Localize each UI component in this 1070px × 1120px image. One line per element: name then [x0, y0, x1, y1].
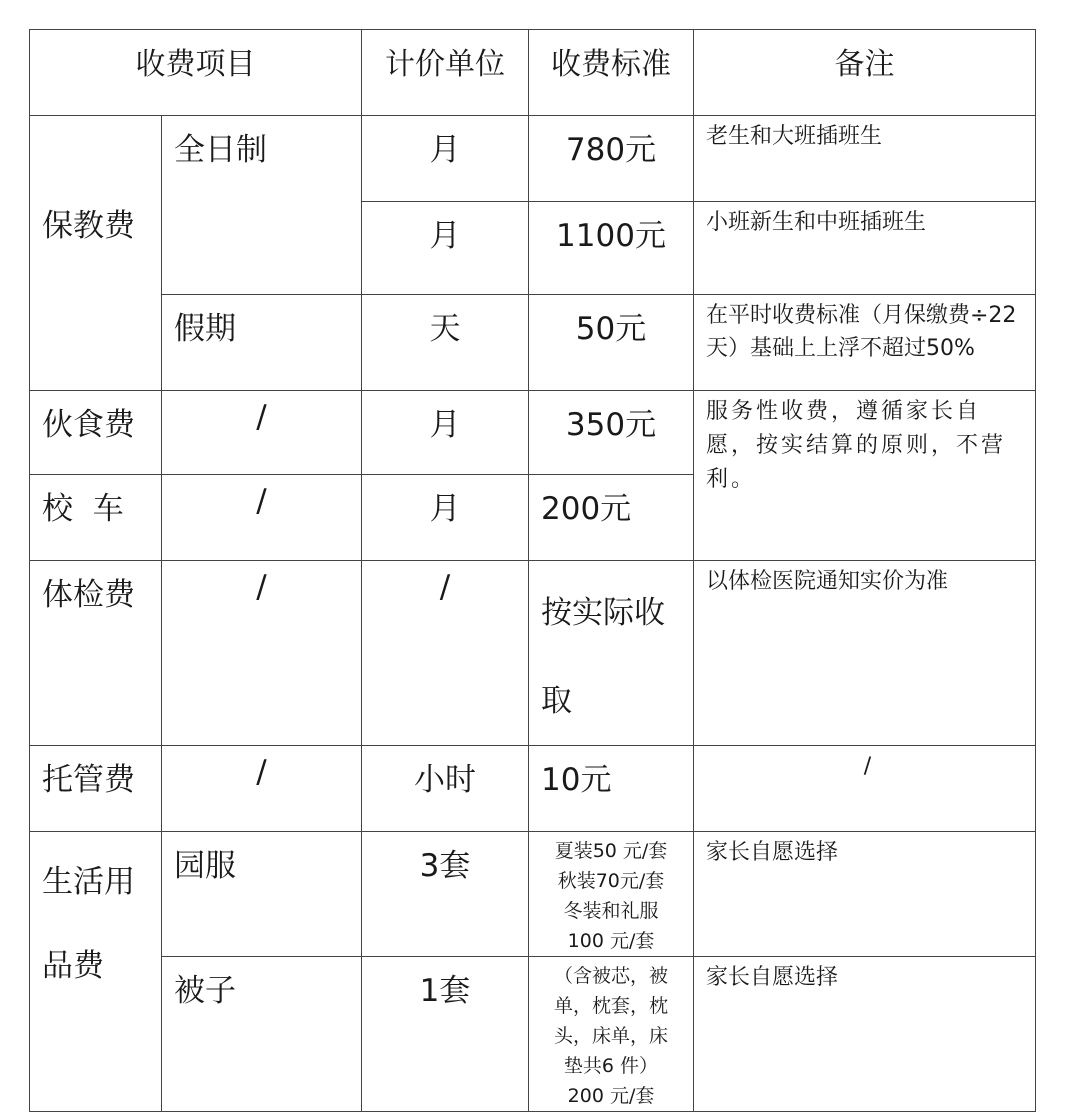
header-remark: 备注: [694, 30, 1036, 116]
quilt-remark: 家长自愿选择: [694, 957, 1036, 1112]
header-unit: 计价单位: [362, 30, 529, 116]
care-name: 托管费: [30, 746, 162, 832]
uniform-price-line: 冬装和礼服: [563, 900, 659, 922]
header-standard: 收费标准: [529, 30, 694, 116]
checkup-price-line: 取: [541, 683, 572, 719]
checkup-sub: /: [162, 561, 362, 746]
uniform-unit: 3套: [362, 832, 529, 957]
fulltime-b-price: 1100元: [529, 202, 694, 295]
care-price: 10元: [529, 746, 694, 832]
fee-table: [29, 29, 1036, 1112]
fulltime-label: 全日制: [162, 116, 362, 295]
holiday-remark: 在平时收费标准（月保缴费÷22天）基础上上浮不超过50%: [694, 295, 1036, 391]
care-sub: /: [162, 746, 362, 832]
quilt-price-line: 头，床单，床: [553, 1025, 668, 1047]
quilt-price-line: 200 元/套: [567, 1085, 655, 1107]
meals-unit: 月: [362, 391, 529, 475]
meals-sub: /: [162, 391, 362, 475]
quilt-price-line: 垫共6 件）: [563, 1055, 659, 1077]
fulltime-a-unit: 月: [362, 116, 529, 202]
quilt-label: 被子: [162, 957, 362, 1112]
uniform-price-line: 夏装50 元/套: [554, 840, 668, 862]
supplies-name-line: 生活用: [42, 864, 135, 900]
fulltime-a-price: 780元: [529, 116, 694, 202]
tuition-name: 保教费: [30, 116, 162, 391]
uniform-label: 园服: [162, 832, 362, 957]
bus-unit: 月: [362, 475, 529, 561]
holiday-unit: 天: [362, 295, 529, 391]
bus-sub: /: [162, 475, 362, 561]
checkup-unit: /: [362, 561, 529, 746]
table-row: [30, 957, 1036, 1112]
uniform-remark: 家长自愿选择: [694, 832, 1036, 957]
fulltime-b-unit: 月: [362, 202, 529, 295]
table-row: [30, 295, 1036, 391]
quilt-price-line: （含被芯，被: [553, 965, 668, 987]
supplies-name-line: 品费: [42, 948, 104, 984]
holiday-price: 50元: [529, 295, 694, 391]
table-row: [30, 391, 1036, 475]
header-row: [30, 30, 1036, 116]
fulltime-b-remark: 小班新生和中班插班生: [694, 202, 1036, 295]
quilt-price-line: 单，枕套，枕: [553, 995, 668, 1017]
care-remark: /: [694, 746, 1036, 832]
uniform-price: [529, 832, 694, 957]
fulltime-a-remark: 老生和大班插班生: [694, 116, 1036, 202]
table-row: [30, 746, 1036, 832]
checkup-name: 体检费: [30, 561, 162, 746]
table-row: [30, 832, 1036, 957]
meals-name: 伙食费: [30, 391, 162, 475]
quilt-unit: 1套: [362, 957, 529, 1112]
checkup-price-line: 按实际收: [541, 595, 665, 631]
header-item: 收费项目: [30, 30, 362, 116]
table-row: [30, 116, 1036, 202]
meals-bus-remark: 服务性收费，遵循家长自愿，按实结算的原则，不营利。: [694, 391, 1036, 561]
holiday-label: 假期: [162, 295, 362, 391]
meals-price: 350元: [529, 391, 694, 475]
uniform-price-line: 100 元/套: [567, 930, 655, 952]
checkup-price: [529, 561, 694, 746]
quilt-price: [529, 957, 694, 1112]
table-row: [30, 561, 1036, 746]
bus-price: 200元: [529, 475, 694, 561]
uniform-price-line: 秋装70元/套: [557, 870, 665, 892]
supplies-name: [30, 832, 162, 1112]
bus-name: 校 车: [30, 475, 162, 561]
care-unit: 小时: [362, 746, 529, 832]
checkup-remark: 以体检医院通知实价为准: [694, 561, 1036, 746]
